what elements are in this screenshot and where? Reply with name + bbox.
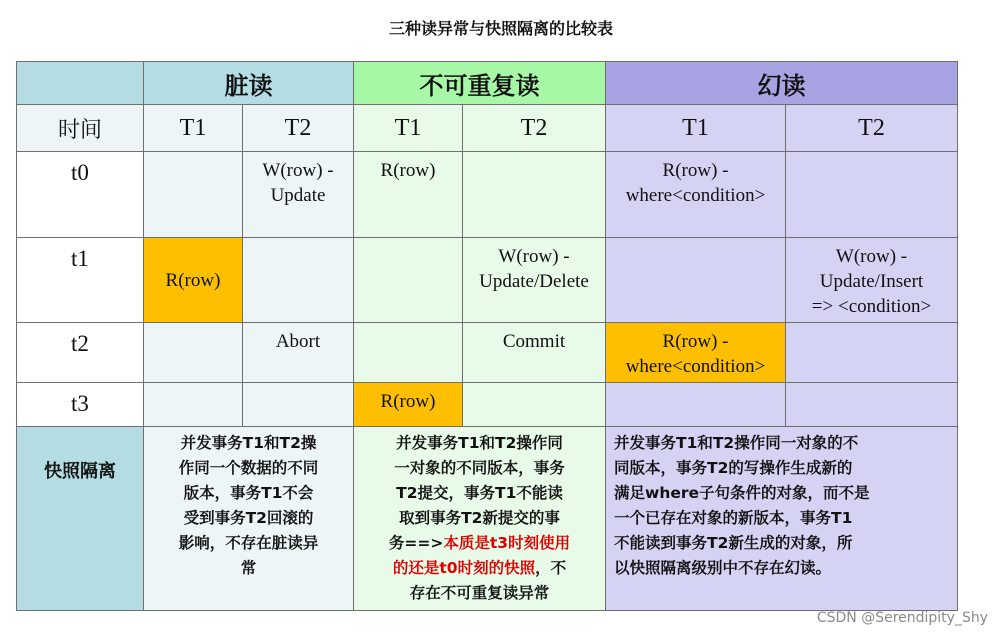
phantom-t2-cell	[786, 152, 958, 238]
phantom-t2-cell	[786, 323, 958, 383]
page-title: 三种读异常与快照隔离的比较表	[388, 19, 613, 38]
nonrep-t1-cell	[354, 323, 463, 383]
nonrep-t1-cell: R(row)	[354, 152, 463, 238]
phantom-t1-cell: R(row) - where<condition>	[606, 152, 786, 238]
phantom-t1-cell	[606, 383, 786, 427]
dirty-t2-cell	[243, 383, 354, 427]
time-cell: t2	[17, 323, 144, 383]
header-dirty-read: 脏读	[144, 62, 354, 105]
time-cell: t3	[17, 383, 144, 427]
sub-header-nonrep-t2: T2	[463, 105, 606, 152]
emphasis-text: 本质是t3时刻使用	[443, 534, 571, 552]
sub-header-row	[17, 105, 958, 152]
nonrep-t1-cell	[354, 238, 463, 323]
header-row	[17, 62, 958, 105]
emphasis-text: 的还是t0时刻的快照	[392, 559, 536, 577]
nonrep-t2-cell	[463, 152, 606, 238]
sub-header-dirty-t2: T2	[243, 105, 354, 152]
comparison-table	[16, 61, 958, 611]
sub-header-nonrep-t1: T1	[354, 105, 463, 152]
sub-header-phantom-t2: T2	[786, 105, 958, 152]
nonrep-t2-cell	[463, 383, 606, 427]
time-row-t3	[17, 383, 958, 427]
snapshot-label: 快照隔离	[17, 427, 144, 611]
snapshot-nonrep-desc: 并发事务T1和T2操作同 一对象的不同版本，事务 T2提交，事务T1不能读 取到事务T2新提交的事 务==>本质是t3时刻使用 的还是t0时刻的快照，不 存在不可重复读异常	[354, 427, 606, 611]
snapshot-dirty-desc: 并发事务T1和T2操 作同一个数据的不同 版本，事务T1不会 受到事务T2回滚的 影响，不存在脏读异 常	[144, 427, 354, 611]
time-row-t0	[17, 152, 958, 238]
watermark: CSDN @Serendipity_Shy	[816, 610, 988, 626]
dirty-t1-cell	[144, 152, 243, 238]
dirty-t2-cell: W(row) - Update	[243, 152, 354, 238]
time-cell: t1	[17, 238, 144, 323]
time-cell: t0	[17, 152, 144, 238]
phantom-t1-cell	[606, 238, 786, 323]
nonrep-t1-cell: R(row)	[354, 383, 463, 427]
snapshot-phantom-desc: 并发事务T1和T2操作同一对象的不 同版本，事务T2的写操作生成新的 满足where子句条件的对象，而不是 一个已存在对象的新版本，事务T1 不能读到事务T2新生成的对象，所 以快照隔离级别中不存在幻读。	[606, 427, 958, 611]
dirty-t2-cell	[243, 238, 354, 323]
header-non-repeatable-read: 不可重复读	[354, 62, 606, 105]
phantom-t1-cell: R(row) - where<condition>	[606, 323, 786, 383]
phantom-t2-cell: W(row) - Update/Insert => <condition>	[786, 238, 958, 323]
dirty-t1-cell	[144, 383, 243, 427]
header-phantom-read: 幻读	[606, 62, 958, 105]
phantom-t2-cell	[786, 383, 958, 427]
sub-header-dirty-t1: T1	[144, 105, 243, 152]
sub-header-time: 时间	[17, 105, 144, 152]
header-corner	[17, 62, 144, 105]
time-row-t1	[17, 238, 958, 323]
time-row-t2	[17, 323, 958, 383]
dirty-t1-cell: R(row)	[144, 238, 243, 323]
dirty-t1-cell	[144, 323, 243, 383]
nonrep-t2-cell: W(row) - Update/Delete	[463, 238, 606, 323]
snapshot-row	[17, 427, 958, 611]
dirty-t2-cell: Abort	[243, 323, 354, 383]
sub-header-phantom-t1: T1	[606, 105, 786, 152]
nonrep-t2-cell: Commit	[463, 323, 606, 383]
